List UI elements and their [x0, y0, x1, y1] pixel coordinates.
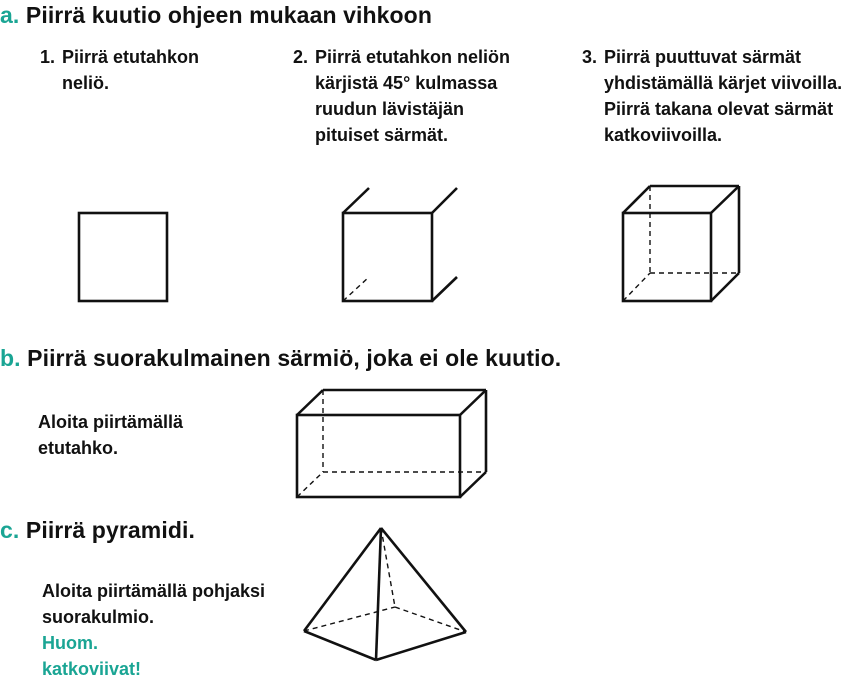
section-b-letter: b. [0, 345, 21, 371]
section-a-title: Piirrä kuutio ohjeen mukaan vihkoon [25, 2, 432, 28]
step-3-number: 3. [582, 47, 598, 67]
step-1-text: Piirrä etutahkon neliö. [62, 47, 200, 93]
step-1-number: 1. [40, 47, 56, 67]
section-a-letter: a. [0, 2, 20, 28]
section-b-title: Piirrä suorakulmainen särmiö, joka ei ole kuutio. [27, 345, 562, 371]
step-2-number: 2. [293, 47, 309, 67]
pyramid-base-edge [376, 632, 466, 660]
step-2-text: Piirrä etutahkon neliön kärjistä 45° kulmassa ruudun lävistäjän pituiset särmät. [315, 47, 511, 145]
section-c-title: Piirrä pyramidi. [25, 517, 195, 543]
section-c-note-text: Aloita piirtämällä pohjaksi suorakulmio. [42, 581, 266, 627]
section-c-letter: c. [0, 517, 20, 543]
section-c-warning-line-2: katkoviivat! [42, 659, 142, 679]
step-3-text: Piirrä puuttuvat särmät yhdistämällä kärjet viivoilla. Piirrä takana olevat särmät katkoviivoilla. [604, 47, 843, 145]
pyramid-base-edge [304, 631, 376, 660]
pyramid-edge [304, 528, 381, 631]
pyramid-hidden-edge [381, 528, 395, 607]
section-b-note: Aloita piirtämällä etutahko. [38, 412, 184, 458]
pyramid-edge [376, 528, 381, 660]
section-c-warning-line-1: Huom. [42, 633, 98, 653]
